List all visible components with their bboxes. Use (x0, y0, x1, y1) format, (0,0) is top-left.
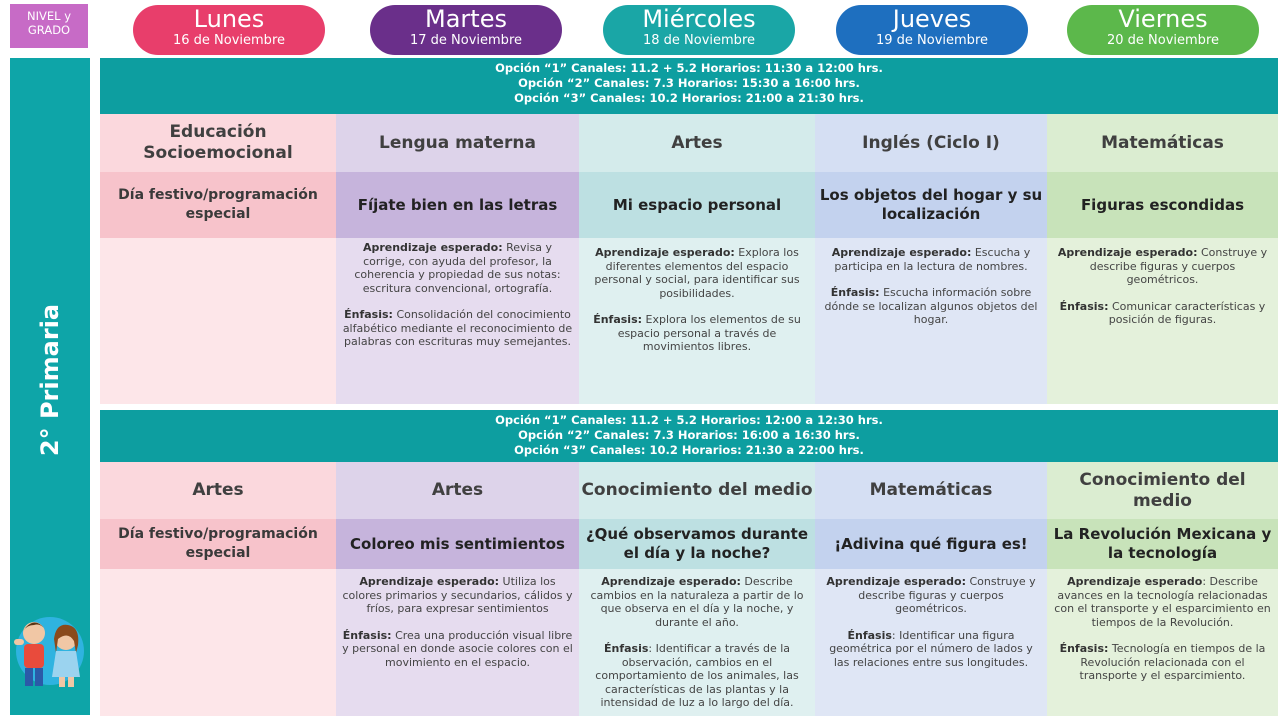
details-martes (336, 573, 579, 684)
option-line: Opción “1” Canales: 11.2 + 5.2 Horarios: 12:00 a 12:30 hrs. (495, 413, 883, 427)
aprendizaje-esperado: Aprendizaje esperado: Revisa y corrige, con ayuda del profesor, la coherencia y propiedad de sus notas: escritura convencional, ortografía. (354, 241, 561, 295)
day-miercoles (603, 5, 795, 55)
subject-jueves: Inglés (Ciclo I) (815, 114, 1047, 172)
topic-viernes: Figuras escondidas (1047, 172, 1278, 238)
day-name: Lunes (193, 5, 265, 33)
details-jueves (815, 573, 1047, 684)
aprendizaje-esperado: Aprendizaje esperado: Describe cambios en la naturaleza a partir de lo que observa en el día y la noche, y durante el año. (590, 575, 804, 629)
day-date: 16 de Noviembre (172, 33, 285, 48)
day-jueves (836, 5, 1028, 55)
details-jueves (815, 244, 1047, 342)
topic-miercoles: ¿Qué observamos durante el día y la noche? (579, 519, 815, 569)
topic-martes: Coloreo mis sentimientos (336, 519, 579, 569)
day-name: Miércoles (642, 5, 756, 33)
enfasis: Énfasis: Crea una producción visual libre y personal en donde asocie colores con el movimiento en el espacio. (342, 628, 573, 669)
day-date: 20 de Noviembre (1106, 33, 1219, 48)
enfasis: Énfasis: Tecnología en tiempos de la Revolución relacionada con el transporte y el esparcimiento. (1059, 642, 1266, 682)
topic-miercoles: Mi espacio personal (579, 172, 815, 238)
subject-lunes: Artes (100, 462, 336, 519)
day-name: Jueves (892, 5, 972, 33)
aprendizaje-esperado: Aprendizaje esperado: Describe avances en la tecnología relacionadas con el transporte y el esparcimiento en tiempos de la Revolución. (1054, 575, 1271, 629)
subject-jueves: Matemáticas (815, 462, 1047, 519)
subject-viernes: Matemáticas (1047, 114, 1278, 172)
day-date: 19 de Noviembre (875, 33, 988, 48)
details-miercoles (579, 244, 815, 369)
aprendizaje-esperado: Aprendizaje esperado: Escucha y participa en la lectura de nombres. (831, 246, 1031, 273)
subject-martes: Artes (336, 462, 579, 519)
subject-viernes: Conocimiento del medio (1047, 462, 1278, 519)
day-name: Viernes (1118, 5, 1208, 33)
aprendizaje-esperado: Aprendizaje esperado: Utiliza los colores primarios y secundarios, cálidos y fríos, para expresar sentimientos (342, 575, 573, 615)
day-viernes (1067, 5, 1259, 55)
block1-options (100, 58, 1278, 114)
enfasis: Énfasis: Explora los elementos de su espacio personal a través de movimientos libres. (593, 313, 801, 353)
option-line: Opción “2” Canales: 7.3 Horarios: 16:00 a 16:30 hrs. (518, 428, 860, 442)
day-name: Martes (425, 5, 507, 33)
topic-lunes: Día festivo/programación especial (100, 172, 336, 238)
option-line: Opción “1” Canales: 11.2 + 5.2 Horarios: 11:30 a 12:00 hrs. (495, 61, 883, 75)
subject-lunes: Educación Socioemocional (100, 114, 336, 172)
children-illustration (12, 605, 88, 691)
day-lunes (133, 5, 325, 55)
topic-jueves: ¡Adivina qué figura es! (815, 519, 1047, 569)
grade-label: 2° Primaria (36, 303, 64, 457)
enfasis: Énfasis: Identificar una figura geométrica por el número de lados y las relaciones entre sus longitudes. (829, 628, 1033, 669)
details-miercoles (579, 573, 815, 725)
day-date: 18 de Noviembre (642, 33, 755, 48)
details-viernes (1047, 573, 1278, 698)
topic-viernes: La Revolución Mexicana y la tecnología (1047, 519, 1278, 569)
details-viernes (1047, 244, 1278, 342)
block2-options (100, 410, 1278, 462)
day-martes (370, 5, 562, 55)
option-line: Opción “3” Canales: 10.2 Horarios: 21:30 a 22:00 hrs. (514, 443, 864, 457)
aprendizaje-esperado: Aprendizaje esperado: Construye y describe figuras y cuerpos geométricos. (826, 575, 1036, 615)
topic-jueves: Los objetos del hogar y su localización (815, 172, 1047, 238)
details-martes (336, 239, 579, 364)
enfasis: Énfasis: Escucha información sobre dónde se localizan algunos objetos del hogar. (824, 286, 1038, 326)
enfasis: Énfasis: Identificar a través de la observación, cambios en el comportamiento de los animales, las características de las plantas y la intensidad de luz a lo largo del día. (595, 642, 799, 709)
day-date: 17 de Noviembre (409, 33, 522, 48)
subject-miercoles: Conocimiento del medio (579, 462, 815, 519)
nivel-grado-label: NIVEL y GRADO (10, 4, 88, 48)
subject-miercoles: Artes (579, 114, 815, 172)
enfasis: Énfasis: Consolidación del conocimiento alfabético mediante el reconocimiento de palabras con escrituras muy semejantes. (342, 308, 573, 348)
aprendizaje-esperado: Aprendizaje esperado: Explora los diferentes elementos del espacio personal y social, para identificar sus posibilidades. (594, 246, 800, 300)
aprendizaje-esperado: Aprendizaje esperado: Construye y describe figuras y cuerpos geométricos. (1057, 246, 1268, 286)
enfasis: Énfasis: Comunicar características y posición de figuras. (1059, 299, 1266, 326)
option-line: Opción “3” Canales: 10.2 Horarios: 21:00 a 21:30 hrs. (514, 91, 864, 105)
topic-martes: Fíjate bien en las letras (336, 172, 579, 238)
subject-martes: Lengua materna (336, 114, 579, 172)
grade-label-box (10, 300, 90, 460)
option-line: Opción “2” Canales: 7.3 Horarios: 15:30 a 16:00 hrs. (518, 76, 860, 90)
topic-lunes: Día festivo/programación especial (100, 519, 336, 569)
